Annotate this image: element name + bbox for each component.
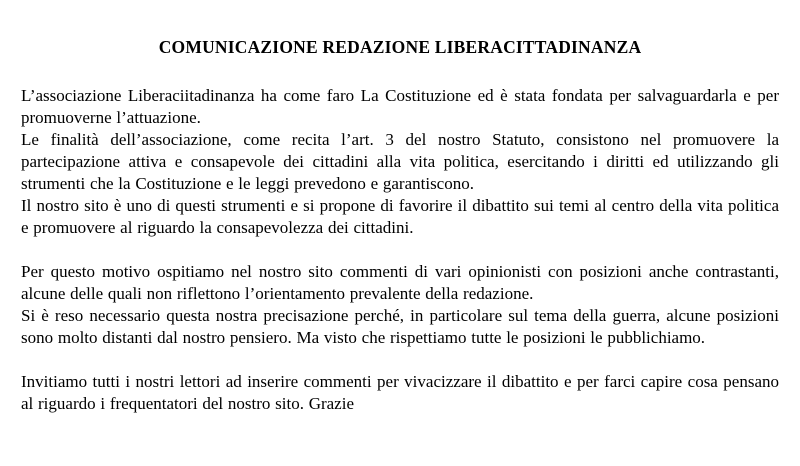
paragraph-statute-goals: Le finalità dell’associazione, come recita l’art. 3 del nostro Statuto, consistono nel promuovere la partecipazione attiva e consapevole dei cittadini alla vita politica, esercitando i diritti ed utilizzando gli strumenti che la Costituzione e le leggi prevedono e garantiscono. xyxy=(21,130,779,193)
paragraph-reader-invitation: Invitiamo tutti i nostri lettori ad inserire commenti per vivacizzare il dibattito e per farci capire cosa pensano al riguardo i frequentatori del nostro sito. Grazie xyxy=(21,372,779,413)
paragraph-site-purpose: Il nostro sito è uno di questi strumenti e si propone di favorire il dibattito sui temi al centro della vita politica e promuovere al riguardo la consapevolezza dei cittadini. xyxy=(21,196,779,237)
document-title: COMUNICAZIONE REDAZIONE LIBERACITTADINANZA xyxy=(158,37,642,57)
text-block-intro xyxy=(21,85,779,239)
text-block-invitation xyxy=(21,371,779,415)
paragraph-clarification: Si è reso necessario questa nostra precisazione perché, in particolare sul tema della guerra, alcune posizioni sono molto distanti dal nostro pensiero. Ma visto che rispettiamo tutte le posizioni le pubblichiamo. xyxy=(21,306,779,347)
paragraph-association-purpose: L’associazione Liberaciitadinanza ha come faro La Costituzione ed è stata fondata per salvaguardarla e per promuoverne l’attuazione. xyxy=(21,86,779,127)
text-block-editorial-position xyxy=(21,261,779,349)
paragraph-opinionists: Per questo motivo ospitiamo nel nostro sito commenti di vari opinionisti con posizioni anche contrastanti, alcune delle quali non riflettono l’orientamento prevalente della redazione. xyxy=(21,262,779,303)
